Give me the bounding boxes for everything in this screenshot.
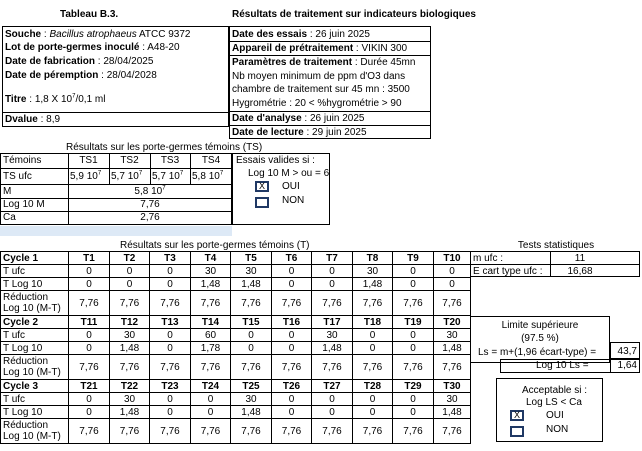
log-cell: 0	[150, 342, 191, 355]
log-cell: 0	[150, 278, 191, 291]
log-cell: 0	[69, 406, 110, 419]
log-row	[1, 406, 471, 419]
ca-value: 2,76	[140, 212, 160, 223]
titre-mantissa: 1,8 X 10	[34, 94, 73, 105]
analyse-label: Date d'analyse	[232, 113, 302, 124]
log-cell: 1,48	[110, 406, 150, 419]
log-row-label: T Log 10	[1, 406, 69, 419]
cycle-header-row	[1, 316, 471, 329]
sample-header: T7	[312, 252, 353, 265]
stats-title: Tests statistiques	[517, 240, 595, 251]
stats-ecart-value: 16,68	[567, 266, 593, 277]
ls-value: 43,7	[617, 346, 637, 357]
m-value: 5,8 $10^7$	[134, 185, 166, 197]
sample-header: T3	[150, 252, 191, 265]
reduction-label-line-1: Réduction	[3, 292, 49, 303]
ufc-cell: 0	[69, 329, 110, 342]
ufc-cell: 0	[393, 329, 434, 342]
reduction-cell: 7,76	[191, 355, 231, 380]
params-duree: Durée 45mn	[360, 57, 416, 68]
souche-strain: ATCC 9372	[138, 29, 191, 40]
m-label: M	[3, 186, 12, 197]
temoins-corner: Témoins	[3, 155, 42, 166]
params-line-2: Nb moyen minimum de ppm d'O3 dans	[232, 71, 406, 82]
dvalue-row: Dvalue : 8,9	[5, 114, 61, 125]
ufc-cell: 0	[150, 265, 191, 278]
ufc-row	[1, 329, 471, 342]
results-table	[0, 251, 471, 444]
log-cell: 1,78	[191, 342, 231, 355]
accept-non-label: NON	[546, 424, 569, 435]
reduction-cell: 7,76	[69, 291, 110, 316]
reduction-row-label	[1, 355, 69, 380]
ufc-cell: 0	[353, 329, 393, 342]
sample-header: T30	[434, 380, 471, 393]
reduction-cell: 7,76	[353, 291, 393, 316]
souche-row: Souche : Bacillus atrophaeus ATCC 9372	[5, 29, 191, 40]
ts-ufc-value: 5,8 $10^7$	[192, 170, 224, 182]
log-cell: 1,48	[191, 278, 231, 291]
reduction-row	[1, 419, 471, 444]
log-cell: 1,48	[434, 342, 471, 355]
essais-row: Date des essais : 26 juin 2025	[232, 29, 370, 40]
sample-header: T25	[231, 380, 272, 393]
sample-header: T27	[312, 380, 353, 393]
cycle-header-row	[1, 252, 471, 265]
log-cell: 0	[353, 406, 393, 419]
souche-species: Bacillus atrophaeus	[49, 29, 137, 40]
titre-unit: /0,1 ml	[75, 94, 106, 105]
ufc-cell: 0	[393, 265, 434, 278]
log-cell: 1,48	[353, 278, 393, 291]
reduction-label-line-2: Log 10 (M-T)	[3, 431, 61, 442]
ufc-cell: 0	[150, 329, 191, 342]
ufc-cell: 0	[312, 393, 353, 406]
reduction-cell: 7,76	[393, 419, 434, 444]
limite-line-2: (97.5 %)	[521, 333, 559, 344]
temoin-header: TS3	[160, 155, 180, 166]
sample-header: T5	[231, 252, 272, 265]
essais-label: Date des essais	[232, 29, 308, 40]
titre-exp: 7	[72, 93, 76, 100]
fabrication-label: Date de fabrication	[5, 56, 96, 67]
temoins-caption: Résultats sur les porte-germes témoins (TS)	[66, 142, 263, 153]
log-row	[1, 278, 471, 291]
ufc-cell: 30	[231, 265, 272, 278]
dvalue-value: 8,9	[46, 114, 61, 125]
cycle-label: Cycle 2	[1, 316, 69, 329]
cycle-label: Cycle 3	[1, 380, 69, 393]
ufc-cell: 30	[312, 329, 353, 342]
reduction-cell: 7,76	[353, 355, 393, 380]
peremption-row: Date de péremption : 28/04/2028	[5, 70, 157, 81]
reduction-cell: 7,76	[434, 355, 471, 380]
logls-value: 1,64	[617, 360, 637, 371]
log-cell: 1,48	[231, 406, 272, 419]
essais-value: 26 juin 2025	[315, 29, 370, 40]
stats-m-value: 11	[574, 253, 586, 264]
reduction-cell: 7,76	[191, 291, 231, 316]
table-id: Tableau B.3.	[60, 9, 119, 20]
sample-header: T6	[272, 252, 312, 265]
log-cell: 0	[191, 406, 231, 419]
ufc-row-label: T ufc	[1, 265, 69, 278]
ls-label: Ls = m+(1,96 écart-type) =	[478, 347, 597, 358]
sample-header: T11	[69, 316, 110, 329]
sample-header: T21	[69, 380, 110, 393]
dvalue-label: Dvalue	[5, 114, 38, 125]
sample-header: T14	[191, 316, 231, 329]
ufc-cell: 0	[272, 393, 312, 406]
reduction-cell: 7,76	[110, 419, 150, 444]
lecture-label: Date de lecture	[232, 127, 304, 138]
log-cell: 0	[312, 406, 353, 419]
lecture-row: Date de lecture : 29 juin 2025	[232, 127, 367, 138]
ufc-cell: 30	[110, 393, 150, 406]
log-cell: 0	[312, 278, 353, 291]
validity-line-2: Log 10 M > ou = 6	[248, 168, 330, 179]
log-cell: 0	[69, 342, 110, 355]
cycle-label: Cycle 1	[1, 252, 69, 265]
reduction-cell: 7,76	[312, 355, 353, 380]
page-title: Résultats de traitement sur indicateurs biologiques	[232, 9, 476, 20]
validity-non-label: NON	[282, 195, 305, 206]
params-row: Paramètres de traitement : Durée 45mn	[232, 57, 416, 68]
log-cell: 1,48	[231, 278, 272, 291]
sample-header: T19	[393, 316, 434, 329]
ufc-cell: 0	[272, 265, 312, 278]
ufc-row-label: T ufc	[1, 393, 69, 406]
ufc-cell: 0	[272, 329, 312, 342]
temoin-header: TS2	[120, 155, 139, 166]
ts-ufc-value: 5,9 $10^7$	[70, 170, 102, 182]
lot-label: Lot de porte-germes inoculé	[5, 42, 140, 53]
sample-header: T10	[434, 252, 471, 265]
ts-ufc-value: 5,7 $10^7$	[111, 170, 143, 182]
ts-ufc-value: 5,7 $10^7$	[152, 170, 184, 182]
validity-non-checkbox[interactable]	[255, 197, 269, 208]
appareil-value: VIKIN 300	[361, 43, 408, 54]
ufc-cell: 30	[353, 265, 393, 278]
analyse-value: 26 juin 2025	[309, 113, 365, 124]
fabrication-row: Date de fabrication : 28/04/2025	[5, 56, 154, 67]
log-row-label: T Log 10	[1, 278, 69, 291]
log-cell: 0	[393, 342, 434, 355]
accept-line-2: Log LS < Ca	[526, 397, 582, 408]
log-cell: 0	[231, 342, 272, 355]
peremption-label: Date de péremption	[5, 70, 99, 81]
reduction-label-line-1: Réduction	[3, 356, 49, 367]
fabrication-value: 28/04/2025	[103, 56, 154, 67]
accept-non-checkbox[interactable]	[510, 426, 524, 437]
log-cell: 0	[353, 342, 393, 355]
reduction-cell: 7,76	[69, 355, 110, 380]
lot-row: Lot de porte-germes inoculé : A48-20	[5, 42, 180, 53]
sample-header: T17	[312, 316, 353, 329]
ufc-cell: 30	[110, 329, 150, 342]
validity-oui-label: OUI	[282, 181, 300, 192]
ufc-cell: 30	[434, 329, 471, 342]
ufc-cell: 30	[231, 393, 272, 406]
validity-line-1: Essais valides si :	[236, 155, 315, 166]
reduction-cell: 7,76	[272, 291, 312, 316]
reduction-cell: 7,76	[272, 355, 312, 380]
reduction-cell: 7,76	[110, 291, 150, 316]
reduction-cell: 7,76	[231, 419, 272, 444]
titre-row: Titre : 1,8 X $10^7/0,1$ ml	[5, 93, 106, 105]
ufc-cell: 0	[69, 393, 110, 406]
log-cell: 1,48	[110, 342, 150, 355]
sample-header: T29	[393, 380, 434, 393]
ufc-row	[1, 393, 471, 406]
reduction-label-line-2: Log 10 (M-T)	[3, 367, 61, 378]
reduction-cell: 7,76	[393, 355, 434, 380]
reduction-cell: 7,76	[434, 419, 471, 444]
sample-header: T13	[150, 316, 191, 329]
log-m-label: Log 10 M	[3, 199, 45, 210]
log-row	[1, 342, 471, 355]
ufc-cell: 0	[150, 393, 191, 406]
reduction-cell: 7,76	[272, 419, 312, 444]
stats-m-label: m ufc :	[473, 253, 504, 264]
ufc-cell: 60	[191, 329, 231, 342]
sample-header: T28	[353, 380, 393, 393]
sample-header: T20	[434, 316, 471, 329]
reduction-cell: 7,76	[150, 419, 191, 444]
reduction-cell: 7,76	[191, 419, 231, 444]
sample-header: T9	[393, 252, 434, 265]
log-cell: 0	[150, 406, 191, 419]
reduction-cell: 7,76	[312, 291, 353, 316]
log-cell: 0	[393, 278, 434, 291]
ufc-cell: 0	[231, 329, 272, 342]
reduction-cell: 7,76	[434, 291, 471, 316]
cycle-header-row	[1, 380, 471, 393]
reduction-cell: 7,76	[231, 355, 272, 380]
reduction-row	[1, 355, 471, 380]
sample-header: T22	[110, 380, 150, 393]
log-cell: 0	[272, 342, 312, 355]
sample-header: T12	[110, 316, 150, 329]
temoin-header: TS4	[201, 155, 221, 166]
reduction-row-label	[1, 419, 69, 444]
ufc-cell: 30	[434, 393, 471, 406]
reduction-cell: 7,76	[353, 419, 393, 444]
titre-label: Titre	[5, 94, 27, 105]
results-caption: Résultats sur les porte-germes témoins (T)	[120, 240, 310, 251]
reduction-cell: 7,76	[69, 419, 110, 444]
ca-label: Ca	[3, 212, 16, 223]
ts-ufc-label: TS ufc	[3, 171, 32, 182]
log-cell: 1,48	[312, 342, 353, 355]
reduction-cell: 7,76	[150, 355, 191, 380]
sample-header: T24	[191, 380, 231, 393]
log-row-label: T Log 10	[1, 342, 69, 355]
ufc-cell: 0	[110, 265, 150, 278]
reduction-row	[1, 291, 471, 316]
sample-header: T26	[272, 380, 312, 393]
validity-oui-checkbox[interactable]: X	[255, 181, 269, 192]
ufc-cell: 0	[393, 393, 434, 406]
accept-oui-label: OUI	[546, 410, 564, 421]
temoins-shade-row	[0, 226, 232, 236]
reduction-cell: 7,76	[393, 291, 434, 316]
reduction-cell: 7,76	[150, 291, 191, 316]
reduction-row-label	[1, 291, 69, 316]
reduction-label-line-1: Réduction	[3, 420, 49, 431]
sample-header: T23	[150, 380, 191, 393]
sample-header: T1	[69, 252, 110, 265]
ufc-cell: 0	[434, 265, 471, 278]
params-line-3: chambre de traitement sur 45 mn : 3500	[232, 84, 410, 95]
log-cell: 1,48	[434, 406, 471, 419]
appareil-row: Appareil de prétraitement : VIKIN 300	[232, 43, 408, 54]
log-cell: 0	[434, 278, 471, 291]
reduction-label-line-2: Log 10 (M-T)	[3, 303, 61, 314]
log-cell: 0	[110, 278, 150, 291]
sample-header: T15	[231, 316, 272, 329]
logls-label: Log 10 Ls =	[536, 360, 589, 371]
sample-header: T2	[110, 252, 150, 265]
sample-header: T4	[191, 252, 231, 265]
ufc-cell: 0	[353, 393, 393, 406]
log-cell: 0	[272, 406, 312, 419]
ufc-cell: 0	[191, 393, 231, 406]
sample-header: T18	[353, 316, 393, 329]
appareil-label: Appareil de prétraitement	[232, 43, 354, 54]
ufc-cell: 0	[69, 265, 110, 278]
analyse-row: Date d'analyse : 26 juin 2025	[232, 113, 365, 124]
souche-label: Souche	[5, 29, 42, 40]
ufc-cell: 30	[191, 265, 231, 278]
sample-header: T8	[353, 252, 393, 265]
log-cell: 0	[272, 278, 312, 291]
reduction-cell: 7,76	[110, 355, 150, 380]
lot-value: A48-20	[147, 42, 180, 53]
sample-header: T16	[272, 316, 312, 329]
limite-line-1: Limite supérieure	[501, 320, 579, 331]
reduction-cell: 7,76	[312, 419, 353, 444]
log-m-value: 7,76	[140, 199, 160, 210]
params-line-4: Hygrométrie : 20 < %hygrométrie > 90	[232, 98, 402, 109]
stats-ecart-label: E cart type ufc :	[473, 266, 543, 277]
reduction-cell: 7,76	[231, 291, 272, 316]
lecture-value: 29 juin 2025	[312, 127, 367, 138]
ufc-row-label: T ufc	[1, 329, 69, 342]
ufc-row	[1, 265, 471, 278]
peremption-value: 28/04/2028	[106, 70, 157, 81]
log-cell: 0	[69, 278, 110, 291]
temoin-header: TS1	[79, 155, 98, 166]
ufc-cell: 0	[312, 265, 353, 278]
log-cell: 0	[393, 406, 434, 419]
accept-oui-checkbox[interactable]: X	[510, 410, 524, 421]
params-label: Paramètres de traitement	[232, 57, 353, 68]
accept-line-1: Acceptable si :	[522, 385, 588, 396]
